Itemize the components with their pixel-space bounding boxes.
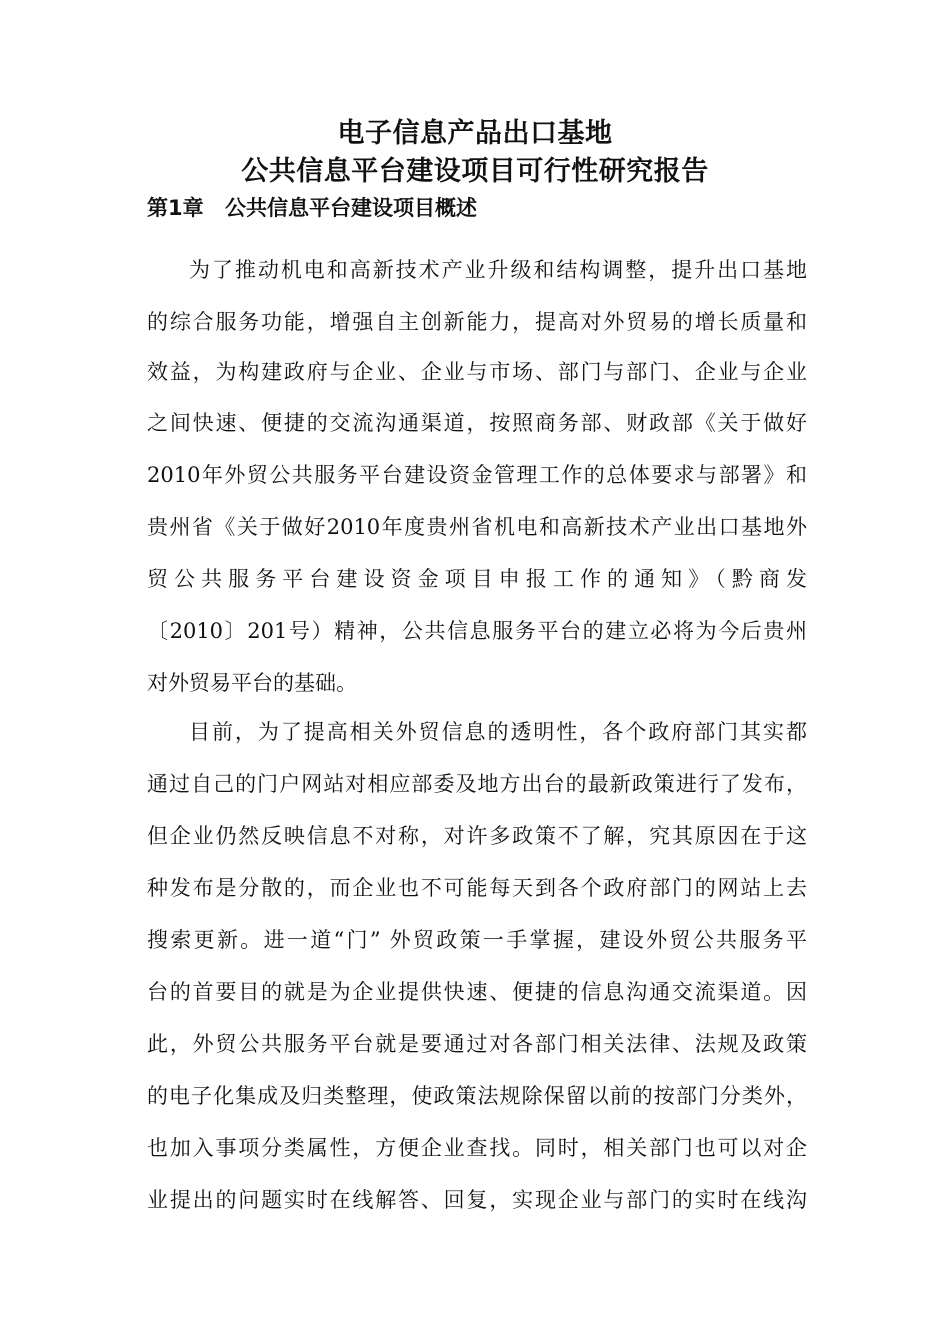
paragraph-2-line-10: 业提出的问题实时在线解答、回复，实现企业与部门的实时在线沟 [147, 1188, 807, 1212]
paragraph-1-line-1: 为了推动机电和高新技术产业升级和结构调整，提升出口基地 [189, 258, 807, 282]
document-title-line-1: 电子信息产品出口基地 [337, 118, 613, 149]
paragraph-2-line-3: 但企业仍然反映信息不对称，对许多政策不了解，究其原因在于这 [147, 824, 807, 848]
paragraph-1-line-5: 2010年外贸公共服务平台建设资金管理工作的总体要求与部署》和 [147, 463, 807, 487]
paragraph-1-line-8: 〔2010〕201号）精神，公共信息服务平台的建立必将为今后贵州 [147, 619, 807, 643]
paragraph-2-line-1: 目前，为了提高相关外贸信息的透明性，各个政府部门其实都 [189, 720, 807, 744]
paragraph-2-line-2: 通过自己的门户网站对相应部委及地方出台的最新政策进行了发布， [147, 772, 807, 796]
paragraph-1-line-6: 贵州省《关于做好2010年度贵州省机电和高新技术产业出口基地外 [147, 515, 807, 539]
paragraph-1-line-3: 效益，为构建政府与企业、企业与市场、部门与部门、企业与企业 [147, 360, 807, 384]
paragraph-2-line-6: 台的首要目的就是为企业提供快速、便捷的信息沟通交流渠道。因 [147, 980, 807, 1004]
paragraph-2-line-7: 此，外贸公共服务平台就是要通过对各部门相关法律、法规及政策 [147, 1032, 807, 1056]
chapter-number: 第1章 [147, 196, 204, 220]
chapter-heading [147, 193, 477, 223]
paragraph-2-line-4: 种发布是分散的，而企业也不可能每天到各个政府部门的网站上去 [147, 876, 807, 900]
chapter-title: 公共信息平台建设项目概述 [225, 196, 477, 220]
paragraph-1-line-2: 的综合服务功能，增强自主创新能力，提高对外贸易的增长质量和 [147, 310, 807, 334]
paragraph-2-line-9: 也加入事项分类属性，方便企业查找。同时，相关部门也可以对企 [147, 1136, 807, 1160]
paragraph-1-line-7: 贸公共服务平台建设资金项目申报工作的通知》（黔商发 [147, 567, 807, 591]
paragraph-2-line-8: 的电子化集成及归类整理，使政策法规除保留以前的按部门分类外， [147, 1084, 807, 1108]
paragraph-1-line-4: 之间快速、便捷的交流沟通渠道，按照商务部、财政部《关于做好 [147, 411, 807, 435]
paragraph-1-line-9: 对外贸易平台的基础。 [147, 671, 357, 695]
document-title-line-2: 公共信息平台建设项目可行性研究报告 [241, 156, 709, 187]
paragraph-2-line-5: 搜索更新。进一道“门” 外贸政策一手掌握，建设外贸公共服务平 [147, 928, 807, 952]
